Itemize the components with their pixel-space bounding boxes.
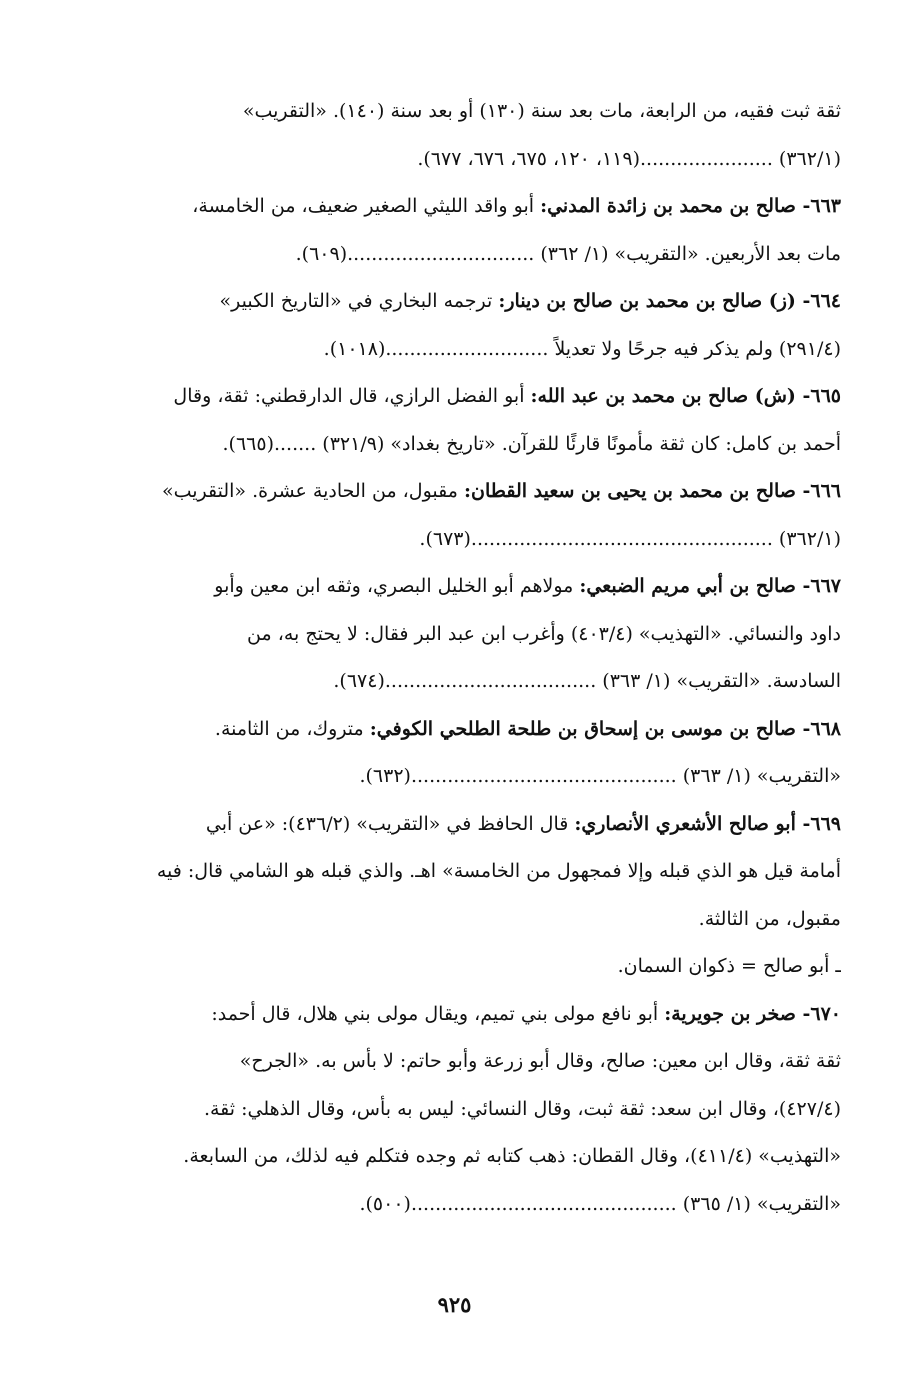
line-text: ترجمه البخاري في «التاريخ الكبير»: [219, 290, 499, 312]
line-text: أبو الفضل الرازي، قال الدارقطني: ثقة، وقال: [173, 385, 531, 407]
line-text: أبو نافع مولى بني تميم، ويقال مولى بني هلال، قال أحمد:: [211, 1002, 665, 1025]
entry-heading: ٦٦٤- (ز) صالح بن محمد بن صالح بن دينار:: [498, 290, 841, 312]
line-text: قال الحافظ في «التقريب» (٤٣٦/٢): «عن أبي: [205, 812, 575, 835]
entry-heading: ٦٦٣- صالح بن محمد بن زائدة المدني:: [540, 195, 841, 217]
text-line: [100, 563, 841, 611]
text-line: [100, 1086, 841, 1134]
line-text: «التقريب» (١/ ٣٦٥) ............................................(٥٠٠).: [359, 1192, 841, 1215]
text-line: [100, 848, 841, 896]
text-line: [100, 183, 841, 231]
text-line: [100, 706, 841, 754]
entry-heading: ٦٧٠- صخر بن جويرية:: [664, 1002, 841, 1025]
text-line: [100, 1181, 841, 1229]
text-line: [100, 991, 841, 1039]
line-text: أمامة قيل هو الذي قبله وإلا فمجهول من الخامسة» اهـ. والذي قبله هو الشامي قال: فيه: [156, 860, 841, 882]
line-text: «التقريب» (١/ ٣٦٣) ............................................(٦٣٢).: [359, 765, 841, 787]
text-line: [100, 231, 841, 279]
text-line: [100, 753, 841, 801]
line-text: أحمد بن كامل: كان ثقة مأمونًا قارئًا للقرآن. «تاريخ بغداد» (٣٢١/٩) .......(٦٦٥).: [222, 432, 841, 455]
line-text: مات بعد الأربعين. «التقريب» (١/ ٣٦٢) ...............................(٦٠٩).: [295, 242, 841, 265]
text-line: [100, 896, 841, 944]
entry-heading: ٦٦٩- أبو صالح الأشعري الأنصاري:: [574, 812, 841, 835]
line-text: داود والنسائي. «التهذيب» (٤٠٣/٤) وأغرب ابن عبد البر فقال: لا يحتج به، من: [247, 622, 841, 645]
entry-heading: ٦٦٧- صالح بن أبي مريم الضبعي:: [579, 575, 841, 597]
line-text: (٣٦٢/١) ..................................................(٦٧٣).: [419, 527, 841, 550]
page-number: ٩٢٥: [437, 1292, 472, 1317]
line-text: (٣٦٢/١) ......................(١١٩، ١٢٠، ٦٧٥، ٦٧٦، ٦٧٧).: [417, 147, 841, 170]
page-body-text: [100, 88, 841, 1228]
text-line: [100, 611, 841, 659]
line-text: ـ أبو صالح = ذكوان السمان.: [617, 955, 841, 977]
entry-heading: ٦٦٥- (ش) صالح بن محمد بن عبد الله:: [530, 385, 841, 407]
line-text: (٢٩١/٤) ولم يذكر فيه جرحًا ولا تعديلاً ...........................(١٠١٨).: [323, 337, 841, 360]
line-text: مولاهم أبو الخليل البصري، وثقه ابن معين وأبو: [214, 575, 580, 597]
line-text: أبو واقد الليثي الصغير ضعيف، من الخامسة،: [192, 195, 541, 217]
text-line: [100, 88, 841, 136]
text-line: [100, 421, 841, 469]
line-text: ثقة ثبت فقيه، من الرابعة، مات بعد سنة (١٣٠) أو بعد سنة (١٤٠). «التقريب»: [242, 100, 841, 122]
line-text: ثقة ثقة، وقال ابن معين: صالح، وقال أبو زرعة وأبو حاتم: لا بأس به. «الجرح»: [239, 1050, 841, 1072]
line-text: مقبول، من الثالثة.: [698, 907, 841, 930]
text-line: [100, 801, 841, 849]
text-line: [100, 468, 841, 516]
line-text: متروك، من الثامنة.: [214, 717, 370, 740]
text-line: [100, 1133, 841, 1181]
text-line: [100, 326, 841, 374]
text-line: [100, 1038, 841, 1086]
text-line: [100, 373, 841, 421]
line-text: «التهذيب» (٤١١/٤)، وقال القطان: ذهب كتابه ثم وجده فتكلم فيه لذلك، من السابعة.: [183, 1145, 841, 1167]
text-line: [100, 943, 841, 991]
entry-heading: ٦٦٦- صالح بن محمد بن يحيى بن سعيد القطان:: [464, 480, 841, 502]
line-text: مقبول، من الحادية عشرة. «التقريب»: [161, 480, 464, 502]
line-text: السادسة. «التقريب» (١/ ٣٦٣) ...................................(٦٧٤).: [333, 670, 841, 692]
entry-heading: ٦٦٨- صالح بن موسى بن إسحاق بن طلحة الطلحي الكوفي:: [369, 717, 841, 740]
text-line: [100, 658, 841, 706]
text-line: [100, 516, 841, 564]
text-line: [100, 278, 841, 326]
line-text: (٤٢٧/٤)، وقال ابن سعد: ثقة ثبت، وقال النسائي: ليس به بأس، وقال الذهلي: ثقة.: [203, 1097, 841, 1120]
text-line: [100, 136, 841, 184]
